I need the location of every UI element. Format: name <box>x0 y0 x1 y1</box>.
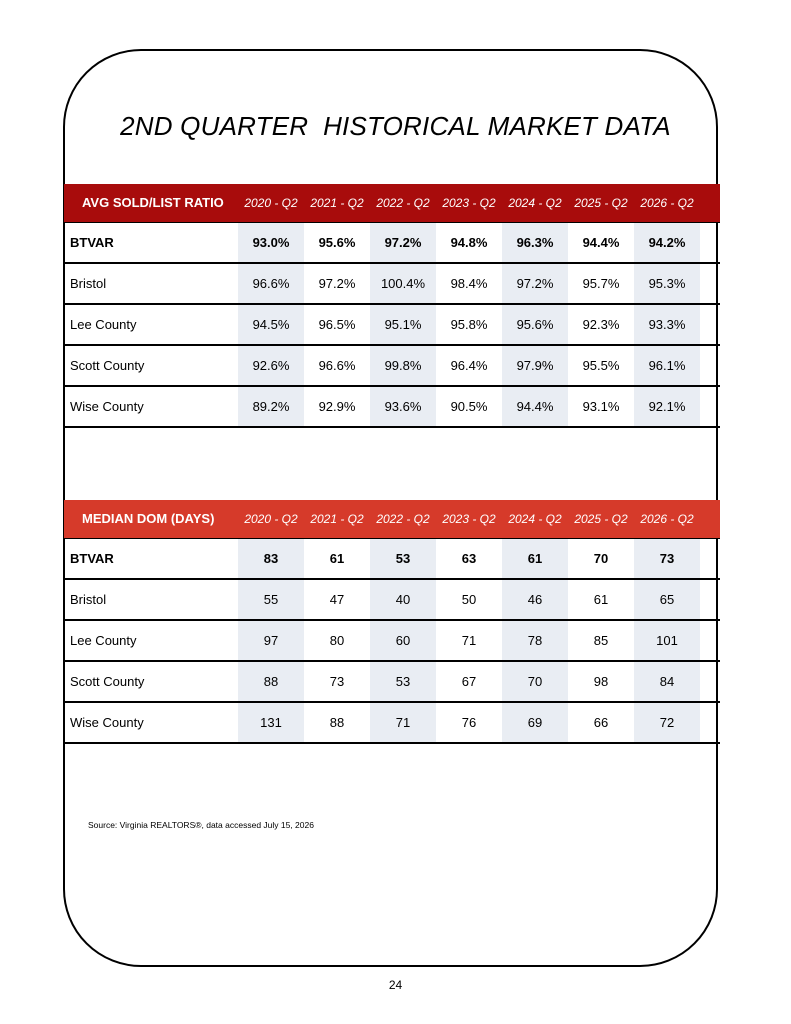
table-cell: 95.5% <box>582 358 620 373</box>
table-cell: 92.1% <box>634 387 700 426</box>
table-cell: 50 <box>461 592 477 607</box>
column-header: 2026 - Q2 <box>640 512 694 526</box>
table-cell: 95.6% <box>318 235 356 250</box>
row-label: Bristol <box>70 276 107 291</box>
column-header: 2023 - Q2 <box>442 512 496 526</box>
table-cell: 71 <box>461 633 477 648</box>
table-cell: 61 <box>329 551 345 566</box>
row-label: Bristol <box>70 592 107 607</box>
table-cell: 70 <box>502 662 568 701</box>
table-cell: 69 <box>502 703 568 742</box>
table-cell: 88 <box>329 715 345 730</box>
table-cell: 72 <box>634 703 700 742</box>
column-header: 2024 - Q2 <box>508 196 562 210</box>
row-label: Scott County <box>70 674 145 689</box>
table-cell: 88 <box>238 662 304 701</box>
table-cell: 89.2% <box>238 387 304 426</box>
source-note: Source: Virginia REALTORS®, data accessed July 15, 2026 <box>88 820 314 830</box>
median-dom-table <box>64 500 720 744</box>
table-cell: 94.4% <box>502 387 568 426</box>
table-cell: 98.4% <box>450 276 488 291</box>
row-label: Lee County <box>70 633 137 648</box>
table-cell: 78 <box>502 621 568 660</box>
table-cell: 93.0% <box>238 223 304 262</box>
sold-list-ratio-table <box>64 184 720 428</box>
table-cell: 99.8% <box>370 346 436 385</box>
table-header <box>64 500 720 539</box>
table-header <box>64 184 720 223</box>
table-cell: 53 <box>370 662 436 701</box>
row-label: BTVAR <box>70 551 114 566</box>
table-cell: 97 <box>238 621 304 660</box>
table-cell: 71 <box>370 703 436 742</box>
table-row <box>64 662 720 703</box>
table-cell: 96.1% <box>634 346 700 385</box>
table-cell: 92.9% <box>318 399 356 414</box>
table-cell: 96.3% <box>502 223 568 262</box>
table-cell: 97.9% <box>502 346 568 385</box>
table-cell: 66 <box>593 715 609 730</box>
table-cell: 65 <box>634 580 700 619</box>
table-cell: 76 <box>461 715 477 730</box>
table-cell: 90.5% <box>450 399 488 414</box>
column-header: 2026 - Q2 <box>640 196 694 210</box>
column-header: 2023 - Q2 <box>442 196 496 210</box>
table-cell: 97.2% <box>318 276 356 291</box>
table-cell: 95.3% <box>634 264 700 303</box>
row-label: Wise County <box>70 715 144 730</box>
table-cell: 94.8% <box>450 235 488 250</box>
column-header: 2024 - Q2 <box>508 512 562 526</box>
table-cell: 92.3% <box>582 317 620 332</box>
table-cell: 67 <box>461 674 477 689</box>
table-cell: 84 <box>634 662 700 701</box>
column-header: 2020 - Q2 <box>244 196 298 210</box>
table-row <box>64 387 720 428</box>
table-cell: 96.6% <box>318 358 356 373</box>
table-cell: 47 <box>329 592 345 607</box>
table-row <box>64 346 720 387</box>
page-number: 24 <box>388 978 403 992</box>
table-header-label: MEDIAN DOM (DAYS) <box>82 511 215 526</box>
table-cell: 94.2% <box>634 223 700 262</box>
row-label: BTVAR <box>70 235 114 250</box>
table-cell: 93.1% <box>582 399 620 414</box>
column-header: 2025 - Q2 <box>574 196 628 210</box>
table-cell: 96.5% <box>318 317 356 332</box>
table-cell: 95.1% <box>370 305 436 344</box>
table-cell: 96.6% <box>238 264 304 303</box>
table-cell: 97.2% <box>502 264 568 303</box>
table-cell: 70 <box>593 551 609 566</box>
table-cell: 95.7% <box>582 276 620 291</box>
table-cell: 95.6% <box>502 305 568 344</box>
table-cell: 93.6% <box>370 387 436 426</box>
table-row <box>64 539 720 580</box>
table-row <box>64 264 720 305</box>
table-cell: 94.5% <box>238 305 304 344</box>
table-cell: 40 <box>370 580 436 619</box>
table-cell: 73 <box>634 539 700 578</box>
table-cell: 101 <box>634 621 700 660</box>
table-cell: 92.6% <box>238 346 304 385</box>
table-cell: 85 <box>593 633 609 648</box>
column-header: 2021 - Q2 <box>310 196 364 210</box>
table-cell: 61 <box>593 592 609 607</box>
row-label: Wise County <box>70 399 144 414</box>
table-cell: 95.8% <box>450 317 488 332</box>
table-row <box>64 703 720 744</box>
table-cell: 63 <box>461 551 477 566</box>
table-cell: 61 <box>502 539 568 578</box>
row-label: Lee County <box>70 317 137 332</box>
table-cell: 46 <box>502 580 568 619</box>
table-cell: 93.3% <box>634 305 700 344</box>
column-header: 2022 - Q2 <box>376 196 430 210</box>
column-header: 2020 - Q2 <box>244 512 298 526</box>
table-cell: 98 <box>593 674 609 689</box>
column-header: 2022 - Q2 <box>376 512 430 526</box>
table-row <box>64 580 720 621</box>
table-cell: 97.2% <box>370 223 436 262</box>
table-cell: 73 <box>329 674 345 689</box>
table-row <box>64 305 720 346</box>
table-row <box>64 621 720 662</box>
table-cell: 55 <box>238 580 304 619</box>
table-cell: 94.4% <box>582 235 620 250</box>
page-title: 2ND QUARTER HISTORICAL MARKET DATA <box>120 111 671 141</box>
table-cell: 131 <box>238 703 304 742</box>
table-cell: 80 <box>329 633 345 648</box>
row-label: Scott County <box>70 358 145 373</box>
table-cell: 96.4% <box>450 358 488 373</box>
table-header-label: AVG SOLD/LIST RATIO <box>82 195 224 210</box>
column-header: 2021 - Q2 <box>310 512 364 526</box>
table-cell: 60 <box>370 621 436 660</box>
table-row <box>64 223 720 264</box>
table-cell: 53 <box>370 539 436 578</box>
column-header: 2025 - Q2 <box>574 512 628 526</box>
table-cell: 83 <box>238 539 304 578</box>
table-cell: 100.4% <box>370 264 436 303</box>
